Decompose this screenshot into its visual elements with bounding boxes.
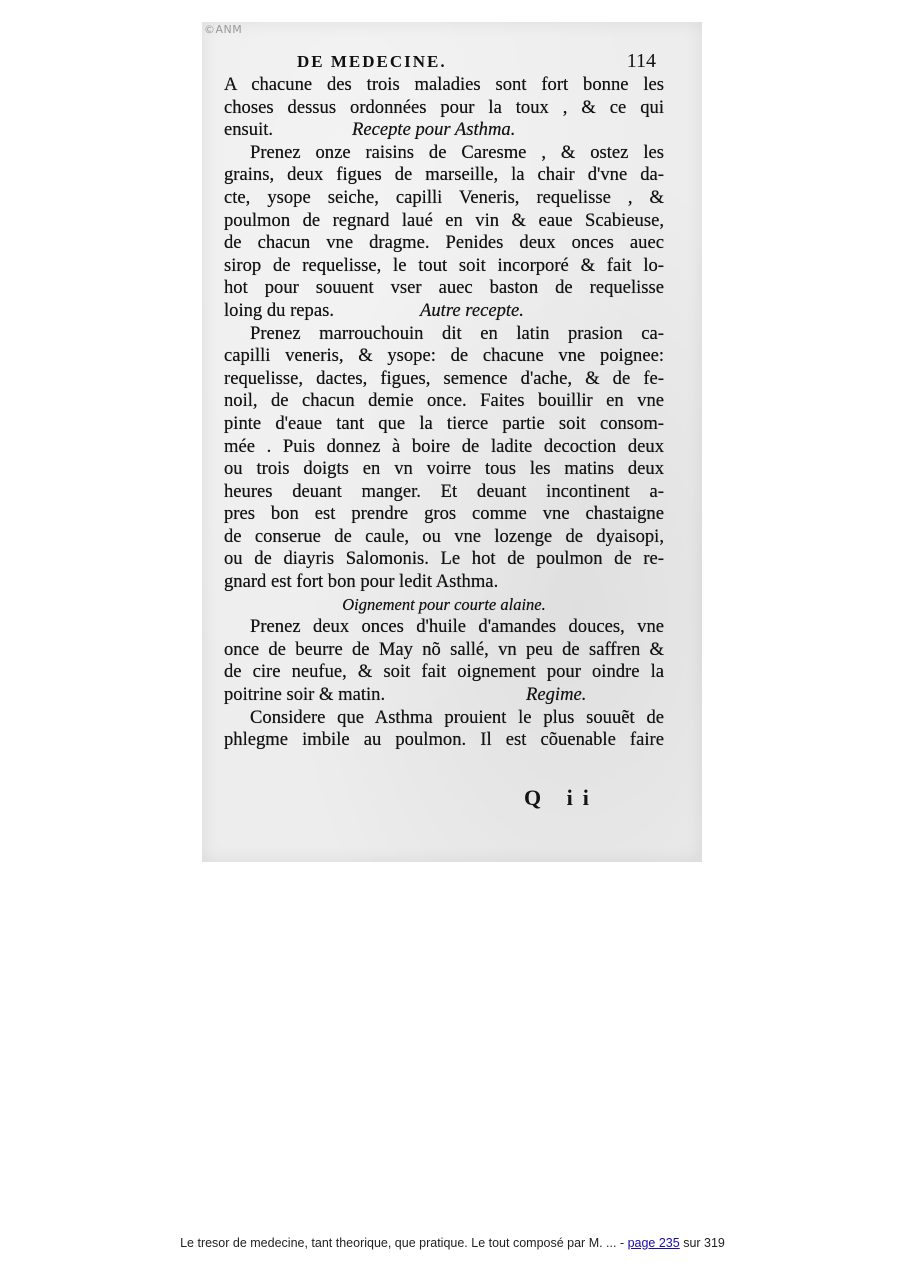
page-number: 114 [626,50,656,72]
page-body [224,74,664,752]
signature-mark: Q ii [524,785,599,810]
text-line: hot pour souuent vser auec baston de requelisse [224,277,664,299]
page-header [202,50,702,76]
text-fragment: poitrine soir & matin. [224,684,386,706]
text-line [224,119,664,142]
text-line: sirop de requelisse, le tout soit incorporé & fait lo- [224,254,664,276]
text-line: ou trois doigts en vn voirre tous les matins deux [224,458,664,480]
text-line: heures deuant manger. Et deuant incontinent a- [224,480,664,502]
footer-page-count: sur 319 [679,1236,725,1250]
text-line: choses dessus ordonnées pour la toux , & ce qui [224,96,664,118]
book-page-scan [202,22,702,862]
text-line: gnard est fort bon pour ledit Asthma. [224,571,499,593]
text-line [224,300,664,323]
text-line: poulmon de regnard laué en vin & eaue Scabieuse, [224,209,664,231]
running-head: DE MEDECINE. [297,52,447,71]
text-fragment: ensuit. [224,119,274,141]
text-fragment: loing du repas. [224,299,334,321]
text-line: pinte d'eaue tant que la tierce partie soit consom- [224,412,664,434]
text-line: de cire neufue, & soit fait oignement pour oindre la [224,661,664,683]
section-heading: Regime. [526,684,587,706]
text-line: ou de diayris Salomonis. Le hot de poulmon de re- [224,548,664,570]
text-line: mée . Puis donnez à boire de ladite decoction deux [224,435,664,457]
text-line: A chacune des trois maladies sont fort bonne les [224,74,664,95]
text-line: requelisse, dactes, figues, semence d'ache, & de fe- [224,367,664,389]
text-line: de chacun vne dragme. Penides deux onces auec [224,232,664,254]
text-line [224,684,664,707]
text-line: once de beurre de May nõ sallé, vn peu de saffren & [224,638,664,660]
section-heading: Recepte pour Asthma. [352,119,516,141]
text-line: capilli veneris, & ysope: de chacune vne poignee: [224,345,664,367]
text-line: pres bon est prendre gros comme vne chastaigne [224,503,664,525]
section-heading: Autre recepte. [420,299,524,321]
text-line: Prenez onze raisins de Caresme , & ostez les [250,141,664,163]
text-line: grains, deux figues de marseille, la chair d'vne da- [224,164,664,186]
page-link[interactable]: page 235 [627,1236,680,1250]
watermark: ©ANM [204,23,243,36]
page-footer [0,1236,905,1250]
text-line: noil, de chacun demie once. Faites bouillir en vne [224,390,664,412]
section-heading: Oignement pour courte alaine. [342,594,546,614]
text-line: de conserue de caule, ou vne lozenge de dyaisopi, [224,525,664,547]
text-line: Prenez deux onces d'huile d'amandes douces, vne [250,616,664,638]
text-line: phlegme imbile au poulmon. Il est cõuenable faire [224,729,664,751]
text-line: Prenez marrouchouin dit en latin prasion ca- [250,322,664,344]
footer-title: Le tresor de medecine, tant theorique, que pratique. Le tout composé par M. ... - [180,1236,628,1250]
text-line: cte, ysope seiche, capilli Veneris, requelisse , & [224,186,664,208]
text-line: Considere que Asthma prouient le plus souuẽt de [250,706,664,728]
